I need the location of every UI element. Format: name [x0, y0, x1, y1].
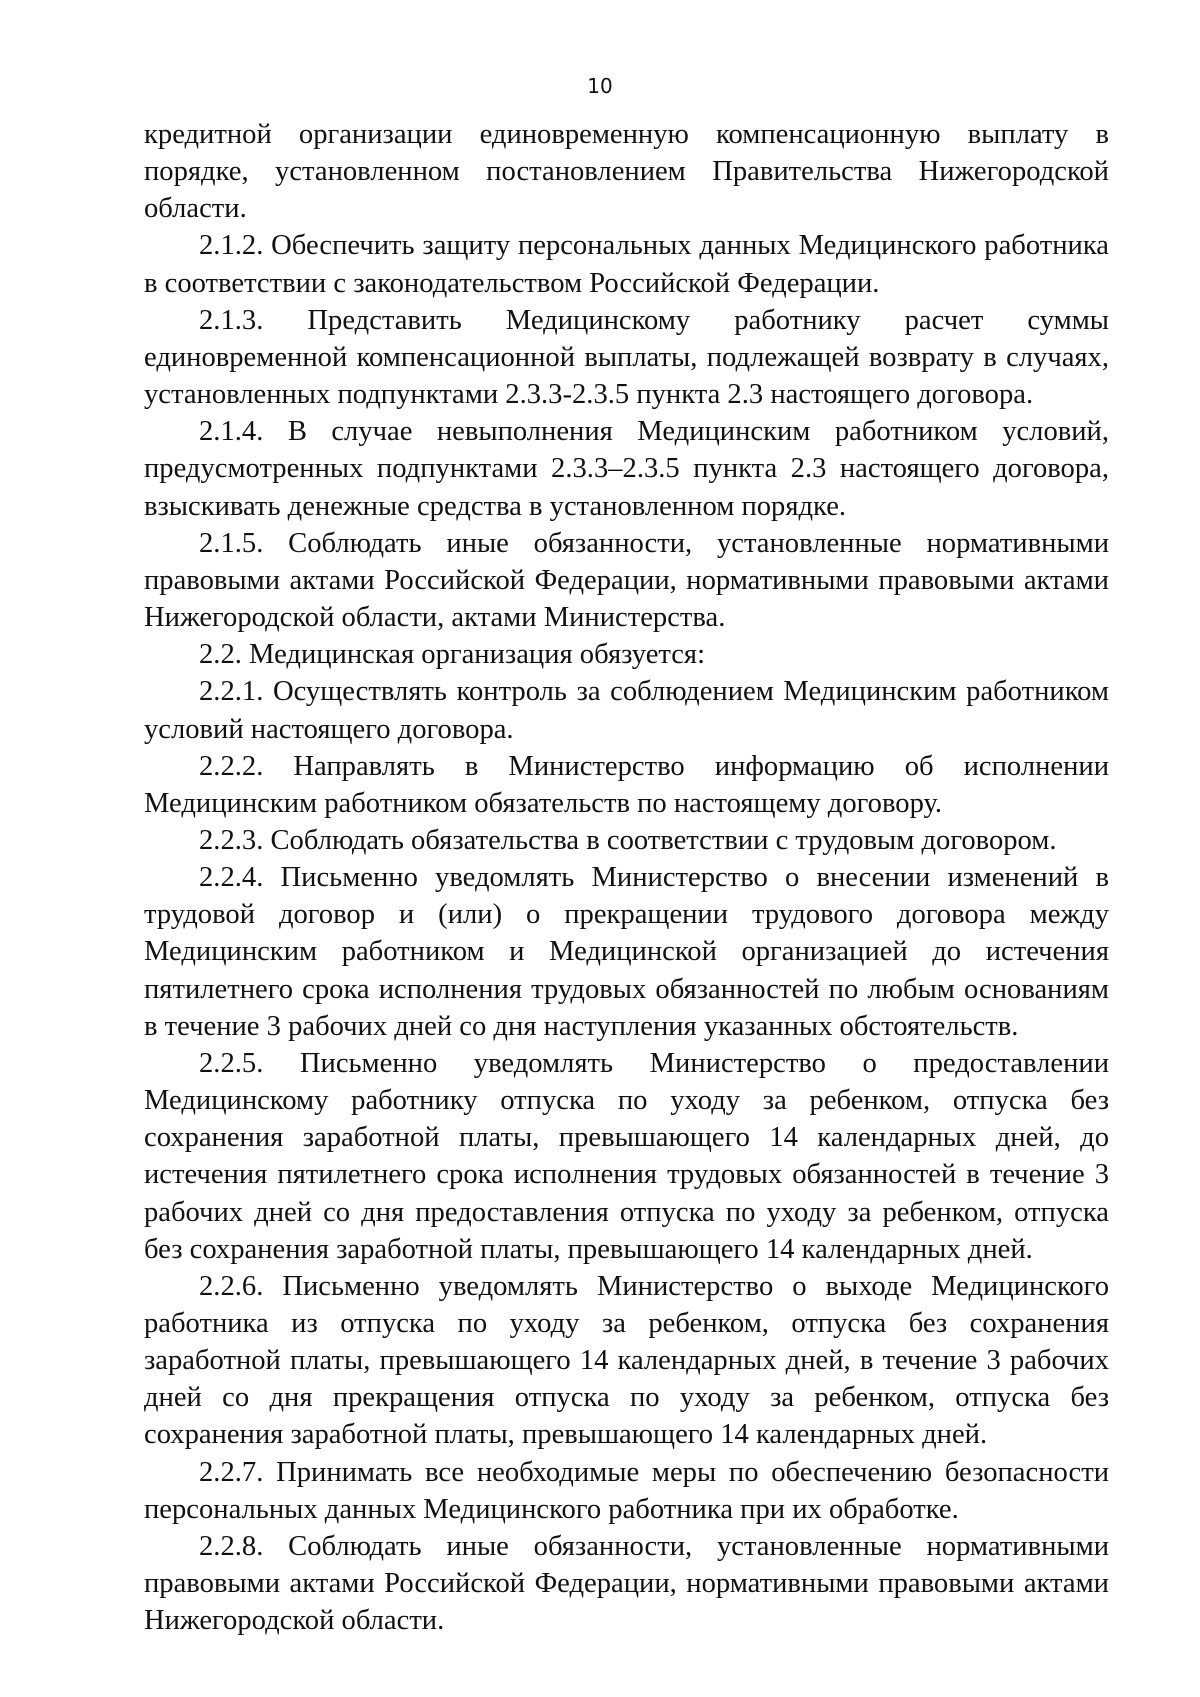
paragraph-2-2-5: 2.2.5. Письменно уведомлять Министерство о предоставлении Медицинскому работнику отпуска по уходу за ребенком, отпуска без сохранения заработной платы, превышающего 14 календарных дней, до истечения пятилетнего срока исполнения трудовых обязанностей в течение 3 рабочих дней со дня предоставления отпуска по уходу за ребенком, отпуска без сохранения заработной платы, превышающего 14 календарных дней.: [144, 1047, 1109, 1265]
paragraph-2-2-2: 2.2.2. Направлять в Министерство информацию об исполнении Медицинским работником обязательств по настоящему договору.: [144, 750, 1109, 819]
document-body: [144, 116, 1109, 1639]
paragraph-2-2-4: 2.2.4. Письменно уведомлять Министерство о внесении изменений в трудовой договор и (или) о прекращении трудового договора между Медицинским работником и Медицинской организацией до истечения пятилетнего срока исполнения трудовых обязанностей по любым основаниям в течение 3 рабочих дней со дня наступления указанных обстоятельств.: [144, 862, 1109, 1042]
paragraph-2-2-1: 2.2.1. Осуществлять контроль за соблюдением Медицинским работником условий настоящего договора.: [144, 676, 1109, 745]
paragraph-2-2-3: 2.2.3. Соблюдать обязательства в соответствии с трудовым договором.: [199, 824, 1057, 856]
paragraph-2-1-4: 2.1.4. В случае невыполнения Медицинским работником условий, предусмотренных подпунктами 2.3.3–2.3.5 пункта 2.3 настоящего договора, взыскивать денежные средства в установленном порядке.: [144, 416, 1109, 522]
paragraph-2-1-3: 2.1.3. Представить Медицинскому работнику расчет суммы единовременной компенсационной выплаты, подлежащей возврату в случаях, установленных подпунктами 2.3.3-2.3.5 пункта 2.3 настоящего договора.: [144, 304, 1109, 411]
paragraph-2-2-8: 2.2.8. Соблюдать иные обязанности, установленные нормативными правовыми актами Российской Федерации, нормативными правовыми актами Нижегородской области.: [144, 1530, 1109, 1637]
paragraph-2-2-6: 2.2.6. Письменно уведомлять Министерство о выходе Медицинского работника из отпуска по уходу за ребенком, отпуска без сохранения заработной платы, превышающего 14 календарных дней, в течение 3 рабочих дней со дня прекращения отпуска по уходу за ребенком, отпуска без сохранения заработной платы, превышающего 14 календарных дней.: [144, 1270, 1109, 1451]
page-number: 10: [587, 74, 613, 98]
paragraph-2-2-7: 2.2.7. Принимать все необходимые меры по обеспечению безопасности персональных данных Медицинского работника при их обработке.: [144, 1456, 1109, 1525]
paragraph-continuation: кредитной организации единовременную компенсационную выплату в порядке, установленном постановлением Правительства Нижегородской области.: [144, 119, 1109, 225]
paragraph-2-2: 2.2. Медицинская организация обязуется:: [199, 639, 706, 671]
paragraph-2-1-2: 2.1.2. Обеспечить защиту персональных данных Медицинского работника в соответствии с законодательством Российской Федерации.: [144, 230, 1109, 299]
paragraph-2-1-5: 2.1.5. Соблюдать иные обязанности, установленные нормативными правовыми актами Российской Федерации, нормативными правовыми актами Нижегородской области, актами Министерства.: [144, 527, 1109, 634]
